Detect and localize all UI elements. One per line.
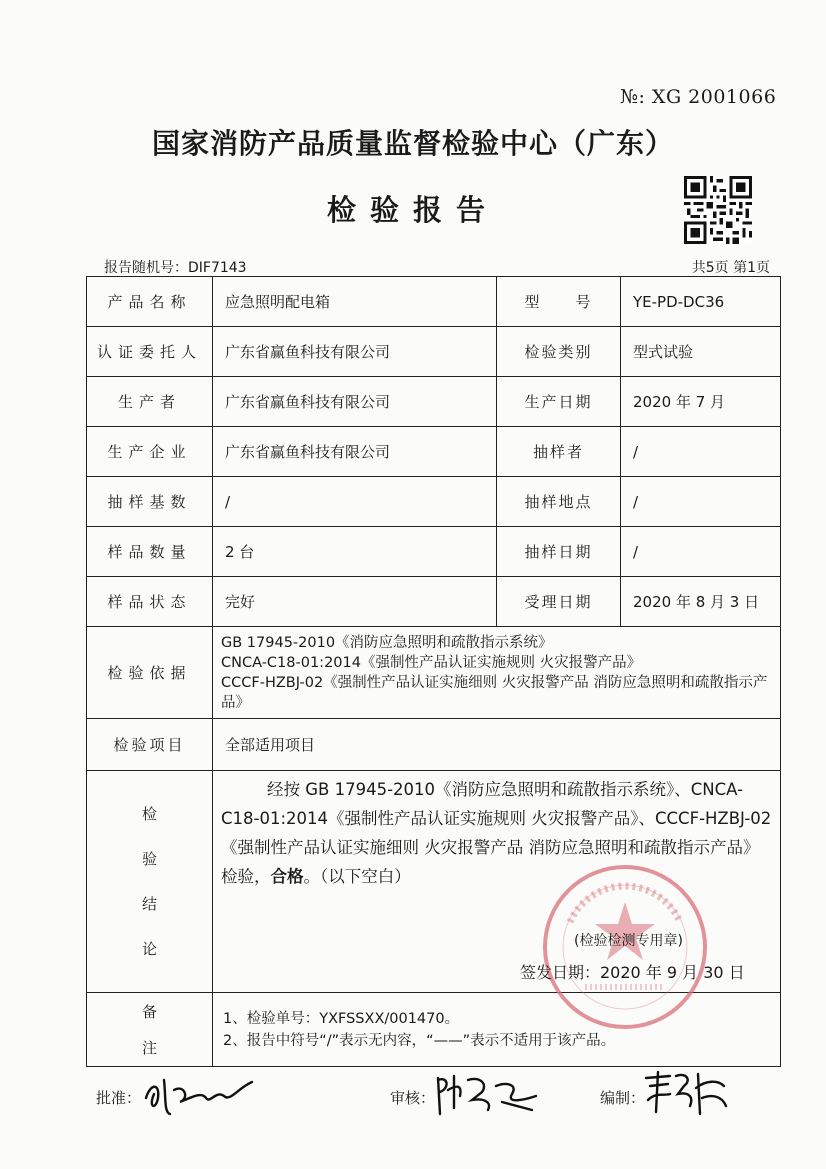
test-type-label: 检验类别 — [497, 327, 621, 377]
sample-state-label: 样品状态 — [87, 577, 213, 627]
compile-label: 编制： — [600, 1089, 646, 1107]
sampler-value: / — [621, 427, 781, 477]
conclusion-label-char: 论 — [141, 939, 157, 958]
sampler-label: 抽样者 — [497, 427, 621, 477]
approver-signature-icon — [140, 1068, 260, 1118]
model-label: 型 号 — [497, 277, 621, 327]
approve-label: 批准： — [96, 1089, 142, 1107]
manufacturer-label: 生产者 — [87, 377, 213, 427]
applicant-label: 认证委托人 — [87, 327, 213, 377]
test-basis-line: CCCF-HZBJ-02《强制性产品认证实施细则 火灾报警产品 消防应急照明和疏散指示产品》 — [221, 674, 768, 711]
issue-date: 签发日期：2020 年 9 月 30 日 — [520, 963, 745, 982]
compiler-signature-icon — [642, 1066, 732, 1120]
product-name-label: 产品名称 — [87, 277, 213, 327]
reviewer-signature-icon — [432, 1066, 552, 1120]
sampling-place-value: / — [621, 477, 781, 527]
acceptance-date-label: 受理日期 — [497, 577, 621, 627]
table-row — [87, 277, 781, 327]
table-row — [87, 377, 781, 427]
sampling-date-value: / — [621, 527, 781, 577]
test-items-label: 检验项目 — [87, 719, 213, 771]
organization-title: 国家消防产品质量监督检验中心（广东） — [151, 127, 674, 160]
product-name-value: 应急照明配电箱 — [213, 277, 497, 327]
test-basis-value — [213, 627, 781, 719]
table-row — [87, 627, 781, 719]
table-row — [87, 577, 781, 627]
qr-code-icon — [684, 176, 752, 244]
report-title: 检验报告 — [326, 193, 499, 227]
acceptance-date-value: 2020 年 8 月 3 日 — [621, 577, 781, 627]
table-row — [87, 427, 781, 477]
remarks-label-char: 注 — [141, 1038, 157, 1057]
report-number: №: XG 2001066 — [620, 86, 777, 108]
table-row — [87, 719, 781, 771]
test-type-value: 型式试验 — [621, 327, 781, 377]
conclusion-label-char: 结 — [141, 894, 157, 913]
conclusion-label — [87, 771, 213, 993]
sample-state-value: 完好 — [213, 577, 497, 627]
production-date-label: 生产日期 — [497, 377, 621, 427]
table-row — [87, 477, 781, 527]
sampling-base-label: 抽样基数 — [87, 477, 213, 527]
table-row — [87, 527, 781, 577]
conclusion-label-char: 检 — [141, 804, 157, 823]
conclusion-body: 经按 GB 17945-2010《消防应急照明和疏散指示系统》、CNCA-C18-01:2014《强制性产品认证实施规则 火灾报警产品》、CCCF-HZBJ-02《强制性产品认证实施细则 火灾报警产品 消防应急照明和疏散指示产品》检验， — [221, 780, 772, 886]
applicant-value: 广东省赢鱼科技有限公司 — [213, 327, 497, 377]
conclusion-result: 合格 — [270, 867, 304, 886]
test-items-value: 全部适用项目 — [213, 719, 781, 771]
factory-value: 广东省赢鱼科技有限公司 — [213, 427, 497, 477]
page-info: 共5页 第1页 — [691, 260, 770, 276]
sampling-date-label: 抽样日期 — [497, 527, 621, 577]
sample-qty-label: 样品数量 — [87, 527, 213, 577]
report-random-number: 报告随机号：DIF7143 — [104, 260, 247, 276]
remarks-label — [87, 993, 213, 1067]
remark-line: 2、报告中符号“/”表示无内容，“——”表示不适用于该产品。 — [223, 1032, 616, 1049]
stamp-label: (检验检测专用章) — [574, 933, 683, 949]
review-label: 审核： — [390, 1089, 436, 1107]
sampling-place-label: 抽样地点 — [497, 477, 621, 527]
production-date-value: 2020 年 7 月 — [621, 377, 781, 427]
model-value: YE-PD-DC36 — [621, 277, 781, 327]
test-basis-line: GB 17945-2010《消防应急照明和疏散指示系统》 — [221, 634, 553, 651]
manufacturer-value: 广东省赢鱼科技有限公司 — [213, 377, 497, 427]
test-basis-line: CNCA-C18-01:2014《强制性产品认证实施规则 火灾报警产品》 — [221, 654, 642, 671]
test-basis-label: 检验依据 — [87, 627, 213, 719]
remark-line: 1、检验单号：YXFSSXX/001470。 — [223, 1010, 460, 1027]
factory-label: 生产企业 — [87, 427, 213, 477]
sampling-base-value: / — [213, 477, 497, 527]
sample-qty-value: 2 台 — [213, 527, 497, 577]
conclusion-label-char: 验 — [141, 849, 157, 868]
remarks-label-char: 备 — [141, 1002, 157, 1021]
conclusion-suffix: 。（以下空白） — [303, 867, 411, 886]
table-row — [87, 327, 781, 377]
